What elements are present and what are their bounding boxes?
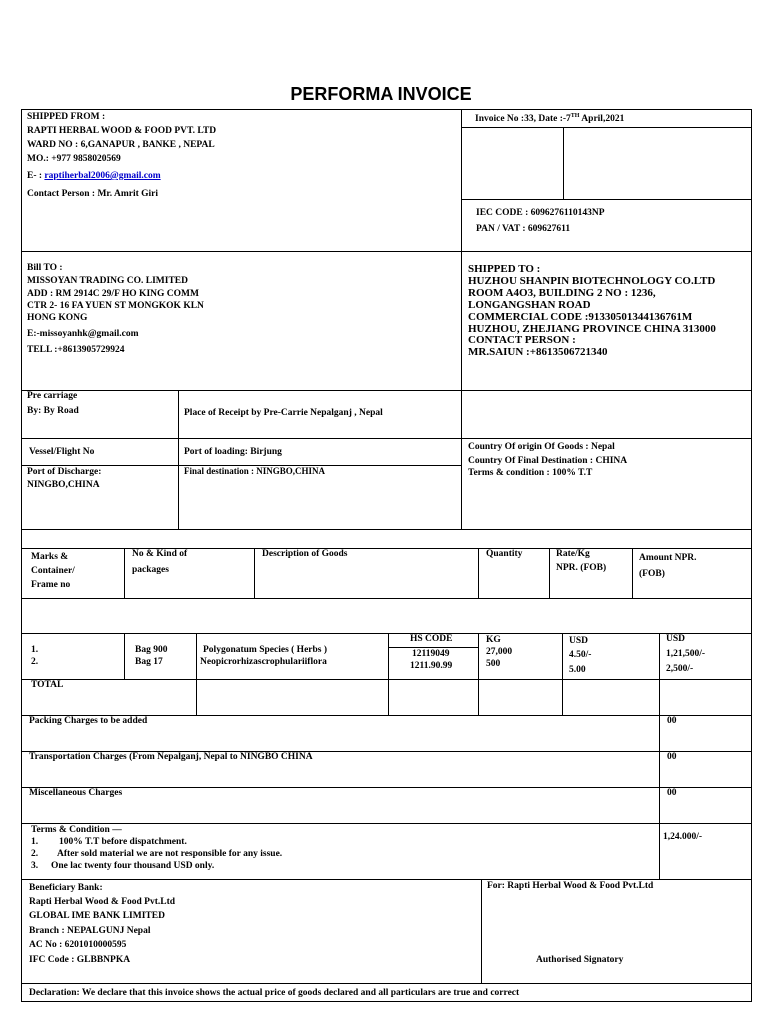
- quantity-value: 27,000: [486, 647, 513, 657]
- shipper-mobile: MO.: +977 9858020569: [27, 154, 121, 164]
- header-marks: Marks &: [31, 552, 69, 562]
- amount-value: 1,21,500/-: [666, 649, 706, 659]
- final-destination: Final destination : NINGBO,CHINA: [184, 466, 326, 476]
- pre-carriage-value: By: By Road: [27, 406, 79, 416]
- header-amount: Amount NPR.: [639, 553, 697, 563]
- header-packages: No & Kind of: [132, 549, 188, 559]
- header-rate: Rate/Kg: [556, 549, 590, 559]
- bank-name: GLOBAL IME BANK LIMITED: [29, 911, 165, 921]
- consignee-name: HUZHOU SHANPIN BIOTECHNOLOGY CO.LTD: [468, 275, 716, 287]
- header-rate: NPR. (FOB): [556, 563, 607, 573]
- quantity-unit: KG: [486, 635, 501, 645]
- item-sn: 2.: [31, 657, 39, 667]
- divider: [481, 879, 482, 983]
- divider: [21, 529, 752, 530]
- divider: [549, 548, 550, 598]
- header-marks: Frame no: [31, 580, 71, 590]
- iec-code: IEC CODE : 6096276110143NP: [476, 208, 605, 218]
- consignee-code: COMMERCIAL CODE :91330501344136761M: [468, 311, 693, 323]
- item-sn: 1.: [31, 645, 39, 655]
- divider: [21, 787, 752, 788]
- shipped-to-heading: SHIPPED TO :: [468, 263, 541, 275]
- header-quantity: Quantity: [486, 549, 523, 559]
- port-of-discharge-label: Port of Discharge:: [27, 467, 102, 477]
- final-country: Country Of Final Destination : CHINA: [468, 456, 628, 466]
- bank-account: AC No : 6201010000595: [29, 940, 127, 950]
- rate-unit: USD: [569, 636, 589, 646]
- hs-code: 1211.90.99: [410, 661, 453, 671]
- misc-charges-value: 00: [667, 788, 677, 798]
- shipped-from-heading: SHIPPED FROM :: [27, 112, 106, 122]
- quantity-value: 500: [486, 659, 501, 669]
- rate-value: 4.50/-: [569, 650, 592, 660]
- invoice-label: Invoice No :33, Date :-7: [475, 114, 571, 125]
- pan-vat: PAN / VAT : 609627611: [476, 224, 571, 234]
- page-title: PERFORMA INVOICE: [290, 84, 472, 104]
- divider: [461, 127, 752, 128]
- divider: [21, 633, 752, 634]
- port-of-discharge-value: NINGBO,CHINA: [27, 480, 100, 490]
- divider: [659, 633, 660, 879]
- item-packages: Bag 17: [135, 657, 163, 667]
- consignee-road: LONGANGSHAN ROAD: [468, 299, 591, 311]
- bank-ifc: IFC Code : GLBBNPKA: [29, 955, 131, 965]
- divider: [254, 548, 255, 598]
- packing-charges-value: 00: [667, 716, 677, 726]
- email-prefix: E- :: [27, 171, 45, 181]
- terms-number: 1.: [31, 837, 39, 847]
- consignee-contact-label: CONTACT PERSON :: [468, 334, 576, 346]
- pre-carriage-label: Pre carriage: [27, 391, 78, 401]
- header-marks: Container/: [31, 566, 75, 576]
- terms-number: 2.: [31, 849, 39, 859]
- rate-value: 5.00: [569, 665, 586, 675]
- invoice-month: April,2021: [579, 114, 625, 125]
- divider: [21, 823, 752, 824]
- misc-charges: Miscellaneous Charges: [29, 788, 123, 798]
- divider: [124, 548, 125, 598]
- buyer-email: E:-missoyanhk@gmail.com: [27, 329, 139, 339]
- origin-country: Country Of origin Of Goods : Nepal: [468, 442, 615, 452]
- divider: [124, 633, 125, 679]
- authorised-signatory: Authorised Signatory: [536, 955, 624, 965]
- consignee-city: HUZHOU, ZHEJIANG PROVINCE CHINA 313000: [468, 323, 716, 335]
- divider: [388, 633, 389, 715]
- header-packages: packages: [132, 565, 169, 575]
- divider: [21, 438, 752, 439]
- date-suffix: TH: [570, 113, 580, 119]
- item-description: Neopicrorhizascrophulariiflora: [200, 657, 327, 667]
- divider: [21, 548, 752, 549]
- invoice-number-date: [475, 113, 624, 126]
- buyer-address-2: CTR 2- 16 FA YUEN ST MONGKOK KLN: [27, 301, 204, 311]
- terms-number: 3.: [31, 861, 39, 871]
- divider: [178, 390, 179, 529]
- buyer-tel: TELL :+8613905729924: [27, 345, 125, 355]
- item-packages: Bag 900: [135, 645, 168, 655]
- shipper-email-row: [27, 171, 161, 183]
- hs-code-header: HS CODE: [410, 634, 453, 644]
- amount-unit: USD: [666, 634, 686, 644]
- terms-line: After sold material we are not responsible for any issue.: [57, 849, 283, 859]
- hs-code: 12119049: [412, 649, 450, 659]
- terms-line: 100% T.T before dispatchment.: [59, 837, 187, 847]
- bank-branch: Branch : NEPALGUNJ Nepal: [29, 926, 151, 936]
- divider: [478, 633, 479, 715]
- shipper-contact: Contact Person : Mr. Amrit Giri: [27, 189, 159, 199]
- buyer-name: MISSOYAN TRADING CO. LIMITED: [27, 276, 189, 286]
- vessel-flight: Vessel/Flight No: [29, 447, 95, 457]
- terms-heading: Terms & Condition —: [31, 825, 122, 835]
- place-of-receipt: Place of Receipt by Pre-Carrie Nepalganj , Nepal: [184, 408, 383, 418]
- grand-total: 1,24.000/-: [663, 832, 703, 842]
- shipper-email-link[interactable]: raptiherbal2006@gmail.com: [44, 171, 161, 181]
- divider: [21, 983, 752, 984]
- declaration: Declaration: We declare that this invoice shows the actual price of goods declared and all particulars are true and correct: [29, 988, 520, 998]
- consignee-room: ROOM A4O3, BUILDING 2 NO : 1236,: [468, 287, 656, 299]
- terms-line: One lac twenty four thousand USD only.: [51, 861, 215, 871]
- divider: [562, 633, 563, 715]
- divider: [21, 598, 752, 599]
- total-label: TOTAL: [31, 680, 64, 690]
- divider: [563, 127, 564, 199]
- packing-charges: Packing Charges to be added: [29, 716, 148, 726]
- shipper-name: RAPTI HERBAL WOOD & FOOD PVT. LTD: [27, 126, 217, 136]
- bill-to-heading: Bill TO :: [27, 263, 63, 273]
- buyer-address: ADD : RM 2914C 29/F HO KING COMM: [27, 289, 199, 299]
- divider: [461, 199, 752, 200]
- divider: [21, 390, 752, 391]
- divider: [388, 647, 478, 648]
- header-amount: (FOB): [639, 569, 665, 579]
- divider: [21, 679, 752, 680]
- consignee-contact: MR.SAIUN :+8613506721340: [468, 346, 608, 358]
- item-description: Polygonatum Species ( Herbs ): [203, 645, 328, 655]
- header-description: Description of Goods: [262, 549, 348, 559]
- amount-value: 2,500/-: [666, 664, 694, 674]
- payment-terms: Terms & condition : 100% T.T: [468, 468, 593, 478]
- bank-heading: Beneficiary Bank:: [29, 883, 103, 893]
- transport-charges: Transportation Charges (From Nepalganj, Nepal to NINGBO CHINA: [29, 752, 313, 762]
- buyer-city: HONG KONG: [27, 313, 88, 323]
- beneficiary-name: Rapti Herbal Wood & Food Pvt.Ltd: [29, 897, 176, 907]
- divider: [478, 548, 479, 598]
- transport-charges-value: 00: [667, 752, 677, 762]
- divider: [196, 633, 197, 715]
- divider: [21, 879, 752, 880]
- divider: [21, 251, 752, 252]
- signatory-company: For: Rapti Herbal Wood & Food Pvt.Ltd: [487, 881, 654, 891]
- shipper-address: WARD NO : 6,GANAPUR , BANKE , NEPAL: [27, 140, 215, 150]
- port-of-loading: Port of loading: Birjung: [184, 447, 282, 457]
- divider: [632, 548, 633, 598]
- divider: [461, 109, 462, 529]
